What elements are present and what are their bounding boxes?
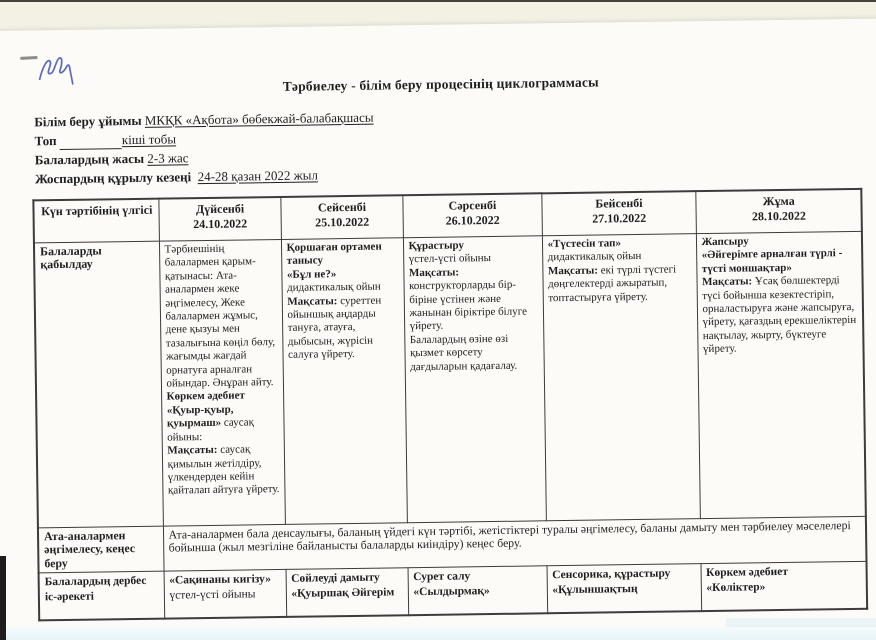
cell-row-reception-day3 <box>403 236 546 523</box>
cell-row-reception-day4 <box>542 234 700 521</box>
cell-text-bold: Мақсаты: <box>167 443 218 457</box>
cell-row-reception-day1 <box>159 239 285 526</box>
info-value: 24-28 қазан 2022 жыл <box>197 167 318 185</box>
cell-text: үстел-үсті ойыны <box>408 252 492 266</box>
cell-text-bold: «Қуыршақ Әйгерім <box>291 586 395 600</box>
row-parent-consult-label: Ата-аналармен әңгімелесу, кеңес беру <box>38 526 164 573</box>
cell-text-bold: Көркем әдебиет «Қуыр-қуыр, қуырмаш» <box>166 389 245 430</box>
scanner-bottom-edge <box>0 627 876 640</box>
cell-text-bold: Жапсыру <box>701 235 749 249</box>
cell-text-bold: Қоршаған ортамен танысу <box>286 240 382 268</box>
cell-row-reception-day2 <box>281 238 407 525</box>
info-value: МКҚК «Ақбота» бөбекжай-балабақшасы <box>144 109 374 128</box>
cell-text: саусақ ойыны: <box>167 416 255 444</box>
day-header-1 <box>158 197 281 241</box>
cell-text: дидактикалық ойын <box>547 250 642 264</box>
day-name: Дүйсенбі <box>195 201 245 217</box>
day-name: Сейсенбі <box>317 199 367 215</box>
cell-text-bold: Сөйлеуді дамыту <box>291 571 380 586</box>
day-header-3 <box>402 193 542 237</box>
info-value: кіші тобы <box>121 131 177 148</box>
cell-text: екі түрлі түстегі дөңгелектерді ажыратып, топтастыруға үйрету. <box>548 263 677 304</box>
cell-text: үстел-үсті ойыны <box>169 588 256 602</box>
cell-row-independent-activity-day5 <box>701 562 868 612</box>
day-name: Жұма <box>762 193 795 209</box>
cell-text: суреттен ойыншық аңдарды тануға, атауға, дыбысын, жүрісін салуға үйрету. <box>287 294 382 362</box>
cell-row-independent-activity-day1 <box>164 570 287 619</box>
day-date: 26.10.2022 <box>445 212 500 228</box>
cell-text-bold: Мақсаты: <box>701 275 753 289</box>
document-title: Тәрбиелеу - білім беру процесінің циклограммасы <box>282 74 599 94</box>
info-label: Топ <box>34 133 57 149</box>
row-independent-activity-label: Балалардың дербес іс-әрекеті <box>39 571 165 620</box>
cell-text-bold: «Сақинаны кигізу» <box>169 573 272 587</box>
row-independent-activity <box>39 562 868 621</box>
day-date: 24.10.2022 <box>193 216 248 232</box>
day-header-5 <box>695 189 862 234</box>
cell-text-bold: Құрастыру <box>408 239 465 253</box>
cell-text-bold: Көркем әдебиет <box>706 566 789 580</box>
cell-text: Ұсақ бөлшектерді түсі бойынша кезектестіріп, орналастыруға және жапсыруға, үйрету, қағаздың ерекшеліктерін нақтылау, жырту, бүктеуге үйрету. <box>702 274 857 356</box>
signature-scribble <box>36 52 78 89</box>
cell-row-independent-activity-day3 <box>408 566 548 615</box>
cell-text-bold: «Әйгерімге арналған түрлі - түсті моншақтар» <box>701 247 843 275</box>
cell-text: Тәрбиешінің балалармен қарым-қатынасы: Ата-аналармен жеке әңгімелесу, Жеке балалармен жұмыс, дене қызуы мен тазалығына көңіл бөлу, жағымды жағдай орнатуға арналған ойындар. Әнұран айту. <box>164 242 276 390</box>
day-date: 25.10.2022 <box>315 214 370 230</box>
cell-text: конструкторларды бір-біріне үстінен және жанынан біріктіре білуге үйрету. <box>409 278 528 333</box>
cell-text-bold: «Құлыншақтың <box>552 582 638 596</box>
cell-row-independent-activity-day4 <box>547 564 702 614</box>
cell-text-bold: «Сылдырмақ» <box>413 584 490 598</box>
cell-row-independent-activity-day2 <box>286 568 409 617</box>
cell-text: дидактикалық ойын <box>287 280 381 295</box>
day-date: 28.10.2022 <box>751 208 807 224</box>
cell-text-bold: Мақсаты: <box>408 266 460 279</box>
table-corner-header: Күн тәртібінің үлгісі <box>33 199 159 243</box>
info-block <box>34 100 876 188</box>
info-label: Жоспардың құрылу кезеңі <box>34 169 192 187</box>
cell-text-bold: «Бұл не?» <box>286 268 337 281</box>
day-header-2 <box>280 195 403 239</box>
scanner-top-edge <box>0 0 876 2</box>
cell-text-bold: Мақсаты: <box>547 264 599 278</box>
day-date: 27.10.2022 <box>592 210 647 226</box>
scan-left-edge <box>0 556 6 640</box>
cell-text-bold: Сенсорика, құрастыру <box>552 567 671 582</box>
day-name: Сәрсенбі <box>448 197 497 213</box>
cell-row-reception-day5 <box>696 231 866 518</box>
pen-dash <box>20 56 37 60</box>
blank-underline <box>60 135 122 150</box>
info-value: 2-3 жас <box>147 150 189 166</box>
info-label: Білім беру ұйымы <box>34 112 142 130</box>
row-parent-consult-merged-cell: Ата-аналармен бала денсаулығы, баланың үйдегі күн тәртібі, жетістіктері туралы әңгімелесу, баланы дамыту мен тәрбиелеу мәселелері бойынша (жыл мезгіліне байланысты балаларды киіндіру) кеңес беру. <box>163 516 867 571</box>
day-header-4 <box>541 191 696 236</box>
cell-text-bold: Мақсаты: <box>287 294 338 308</box>
cell-text: Балалардың өзіне өзі қызмет көрсету дағдыларын қадағалау. <box>409 332 518 373</box>
cell-text-bold: «Түстесін тап» <box>547 237 622 251</box>
cell-text-bold: «Көліктер» <box>706 580 766 594</box>
cell-text-bold: Сурет салу <box>413 570 471 584</box>
cyclogram-table <box>32 188 868 622</box>
row-reception <box>34 231 866 528</box>
document-page <box>0 18 876 640</box>
day-name: Бейсенбі <box>595 195 643 211</box>
info-label: Балалардың жасы <box>34 150 145 168</box>
row-reception-label: Балаларды қабылдау <box>34 241 163 528</box>
cell-text: саусақ қимылын жетілдіру, үлкендерден кейін қайталап айтуға үйрету. <box>167 443 280 497</box>
